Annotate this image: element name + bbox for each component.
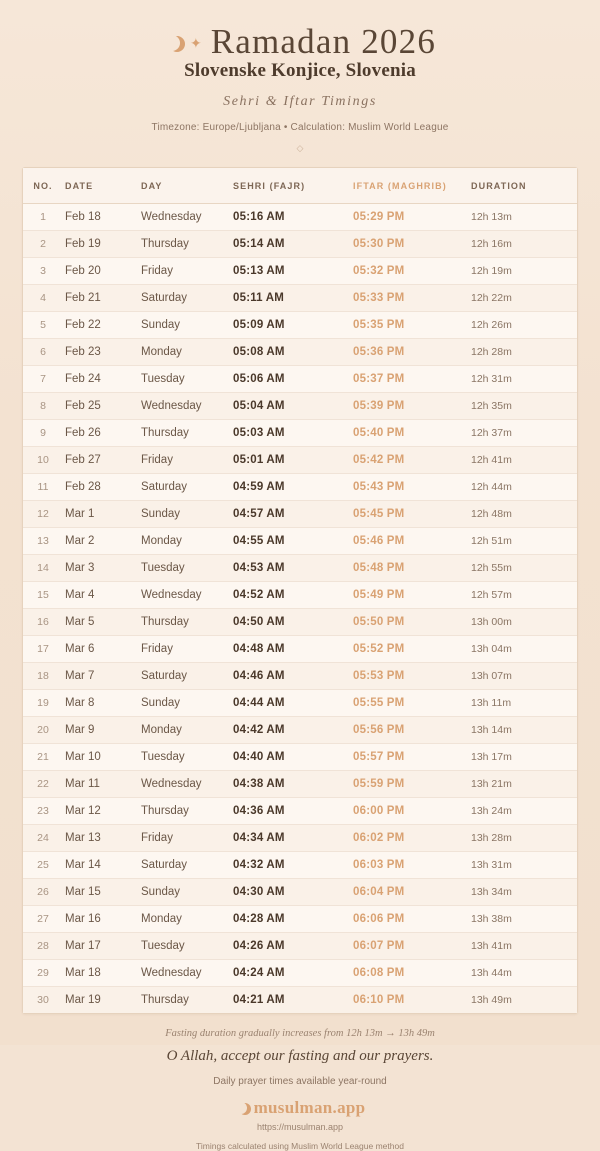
cell-day: Sunday [141, 690, 233, 717]
cell-sehri: 04:57 AM [233, 501, 353, 528]
cell-date: Mar 19 [65, 994, 101, 1006]
cell-day: Monday [141, 528, 233, 555]
cell-no: 12 [23, 501, 63, 528]
cell-day: Friday [141, 447, 233, 474]
table-row [23, 906, 577, 933]
cell-no: 16 [23, 609, 63, 636]
cell-day: Saturday [141, 285, 233, 312]
cell-no: 23 [23, 798, 63, 825]
cell-day: Friday [141, 825, 233, 852]
cell-day: Thursday [141, 420, 233, 447]
cell-duration: 12h 48m [471, 501, 577, 528]
table-row [23, 879, 577, 906]
cell-duration: 13h 14m [471, 717, 577, 744]
cell-date: Mar 1 [63, 501, 141, 528]
cell-duration: 12h 37m [471, 420, 577, 447]
cell-no: 26 [23, 879, 63, 906]
cell-no: 28 [23, 933, 63, 960]
cell-duration: 13h 24m [471, 798, 577, 825]
brand-name[interactable]: musulman.app [253, 1098, 366, 1117]
cell-day: Thursday [141, 231, 233, 258]
cell-no: 15 [23, 582, 63, 609]
cell-no: 7 [23, 366, 63, 393]
cell-date: Feb 23 [63, 339, 141, 366]
meta-info: Timezone: Europe/Ljubljana • Calculation: Muslim World League [151, 122, 449, 133]
cell-date: Mar 11 [63, 771, 141, 798]
cell-duration: 13h 17m [471, 744, 577, 771]
table-row [23, 285, 577, 312]
cell-day: Saturday [141, 474, 233, 501]
cell-day: Wednesday [141, 582, 233, 609]
cell-sehri: 05:11 AM [233, 285, 353, 312]
cell-iftar: 05:30 PM [353, 231, 471, 258]
cell-duration: 12h 31m [471, 366, 577, 393]
cell-date: Feb 24 [63, 366, 141, 393]
cell-day: Monday [141, 339, 233, 366]
cell-date: Feb 20 [63, 258, 141, 285]
table-row [23, 474, 577, 501]
cell-sehri: 04:36 AM [233, 798, 353, 825]
cell-no: 1 [23, 204, 63, 231]
cell-iftar: 06:10 PM [353, 994, 405, 1006]
cell-no: 6 [23, 339, 63, 366]
cell-sehri: 05:06 AM [233, 366, 353, 393]
cell-day: Saturday [141, 663, 233, 690]
table-row [23, 393, 577, 420]
cell-iftar: 05:29 PM [353, 204, 471, 231]
cell-sehri: 04:30 AM [233, 879, 353, 906]
cell-date: Feb 19 [63, 231, 141, 258]
cell-date: Mar 16 [63, 906, 141, 933]
cell-sehri: 05:01 AM [233, 447, 353, 474]
cell-no: 4 [23, 285, 63, 312]
cell-iftar: 05:32 PM [353, 258, 471, 285]
table-row [23, 663, 577, 690]
table-row [23, 582, 577, 609]
cell-duration: 12h 57m [471, 582, 577, 609]
cell-sehri: 04:50 AM [233, 609, 353, 636]
timings-table-card [22, 167, 578, 1014]
table-header [23, 168, 577, 204]
cell-iftar: 05:43 PM [353, 474, 471, 501]
cell-no: 21 [23, 744, 63, 771]
table-row [23, 744, 577, 771]
table-row [23, 825, 577, 852]
cell-sehri: 05:16 AM [233, 204, 353, 231]
cell-duration: 12h 28m [471, 339, 577, 366]
cell-sehri: 04:26 AM [233, 933, 353, 960]
cell-no: 30 [37, 994, 49, 1006]
cell-duration: 12h 41m [471, 447, 577, 474]
cell-date: Mar 12 [63, 798, 141, 825]
cell-sehri: 05:13 AM [233, 258, 353, 285]
cell-sehri: 05:08 AM [233, 339, 353, 366]
cell-no: 17 [23, 636, 63, 663]
cell-day: Wednesday [141, 771, 233, 798]
cell-no: 9 [23, 420, 63, 447]
duration-note: Fasting duration gradually increases from 12h 13m → 13h 49m [165, 1028, 435, 1039]
crescent-moon-icon [235, 1102, 248, 1115]
cell-duration: 13h 21m [471, 771, 577, 798]
cell-day: Wednesday [141, 204, 233, 231]
cell-no: 8 [23, 393, 63, 420]
section-label: Sehri & Iftar Timings [223, 94, 377, 109]
cell-sehri: 04:21 AM [233, 994, 285, 1006]
cell-iftar: 05:45 PM [353, 501, 471, 528]
cell-day: Saturday [141, 852, 233, 879]
cell-iftar: 05:49 PM [353, 582, 471, 609]
cell-iftar: 05:40 PM [353, 420, 471, 447]
cell-duration: 12h 44m [471, 474, 577, 501]
cell-sehri: 04:38 AM [233, 771, 353, 798]
cell-duration: 12h 16m [471, 231, 577, 258]
cell-sehri: 04:59 AM [233, 474, 353, 501]
cell-iftar: 05:39 PM [353, 393, 471, 420]
cell-day: Thursday [141, 609, 233, 636]
cell-iftar: 05:48 PM [353, 555, 471, 582]
cell-date: Mar 17 [63, 933, 141, 960]
cell-iftar: 05:57 PM [353, 744, 471, 771]
cell-day: Monday [141, 717, 233, 744]
cell-duration: 13h 00m [471, 609, 577, 636]
cell-sehri: 04:24 AM [233, 960, 353, 987]
table-body [23, 204, 577, 1014]
cell-iftar: 06:00 PM [353, 798, 471, 825]
cell-sehri: 04:34 AM [233, 825, 353, 852]
cell-date: Feb 26 [63, 420, 141, 447]
cell-no: 27 [23, 906, 63, 933]
cell-date: Feb 25 [63, 393, 141, 420]
cell-date: Mar 18 [63, 960, 141, 987]
cell-day: Friday [141, 636, 233, 663]
timings-table [23, 168, 577, 1013]
cell-date: Mar 10 [63, 744, 141, 771]
cell-day: Wednesday [141, 960, 233, 987]
cell-sehri: 04:28 AM [233, 906, 353, 933]
cell-day: Sunday [141, 501, 233, 528]
cell-iftar: 05:37 PM [353, 366, 471, 393]
cell-no: 29 [23, 960, 63, 987]
cell-day: Thursday [141, 994, 189, 1006]
table-row [23, 771, 577, 798]
cell-day: Wednesday [141, 393, 233, 420]
cell-iftar: 05:46 PM [353, 528, 471, 555]
table-row [23, 609, 577, 636]
cell-iftar: 06:04 PM [353, 879, 471, 906]
table-row [23, 204, 577, 231]
cell-duration: 13h 49m [471, 994, 512, 1006]
cell-date: Feb 18 [63, 204, 141, 231]
cell-iftar: 05:42 PM [353, 447, 471, 474]
location-subtitle: Slovenske Konjice, Slovenia [184, 60, 416, 81]
brand-url[interactable]: https://musulman.app [256, 1122, 344, 1132]
table-row [23, 690, 577, 717]
cell-date: Mar 4 [63, 582, 141, 609]
cell-sehri: 04:46 AM [233, 663, 353, 690]
cell-iftar: 06:07 PM [353, 933, 471, 960]
cell-duration: 13h 07m [471, 663, 577, 690]
cell-date: Feb 28 [63, 474, 141, 501]
cell-iftar: 06:03 PM [353, 852, 471, 879]
column-header-day: DAY [141, 168, 233, 204]
column-header-sehri: SEHRI (FAJR) [233, 168, 353, 204]
cell-sehri: 04:53 AM [233, 555, 353, 582]
cell-no: 10 [23, 447, 63, 474]
cell-date: Mar 13 [63, 825, 141, 852]
cell-iftar: 05:36 PM [353, 339, 471, 366]
cell-iftar: 05:59 PM [353, 771, 471, 798]
cell-no: 14 [23, 555, 63, 582]
dua-text: O Allah, accept our fasting and our prayers. [166, 1048, 434, 1064]
cell-date: Mar 2 [63, 528, 141, 555]
cell-sehri: 05:03 AM [233, 420, 353, 447]
cell-day: Monday [141, 906, 233, 933]
cell-duration: 12h 51m [471, 528, 577, 555]
cell-no: 5 [23, 312, 63, 339]
cell-sehri: 05:09 AM [233, 312, 353, 339]
diamond-ornament-icon: ◇ [296, 143, 304, 153]
column-header-duration: DURATION [471, 168, 577, 204]
cell-day: Thursday [141, 798, 233, 825]
cell-duration: 12h 22m [471, 285, 577, 312]
cell-date: Mar 14 [63, 852, 141, 879]
cell-sehri: 04:40 AM [233, 744, 353, 771]
table-row [23, 447, 577, 474]
cell-no: 25 [23, 852, 63, 879]
cell-date: Mar 3 [63, 555, 141, 582]
table-row [23, 231, 577, 258]
cell-duration: 13h 31m [471, 852, 577, 879]
crescent-moon-icon [164, 35, 181, 52]
cell-day: Friday [141, 258, 233, 285]
cell-iftar: 06:02 PM [353, 825, 471, 852]
cell-date: Mar 15 [63, 879, 141, 906]
cell-day: Tuesday [141, 933, 233, 960]
cell-sehri: 04:32 AM [233, 852, 353, 879]
cell-duration: 12h 19m [471, 258, 577, 285]
table-row [23, 852, 577, 879]
cell-day: Sunday [141, 312, 233, 339]
cell-no: 13 [23, 528, 63, 555]
cell-date: Mar 9 [63, 717, 141, 744]
table-row [23, 339, 577, 366]
cell-no: 20 [23, 717, 63, 744]
page-footer [22, 1014, 578, 1151]
cell-duration: 13h 11m [471, 690, 577, 717]
calculation-note: Timings calculated using Muslim World League method [196, 1141, 404, 1151]
table-row [23, 258, 577, 285]
table-row [23, 717, 577, 744]
column-header-iftar: IFTAR (MAGHRIB) [353, 168, 471, 204]
cell-iftar: 05:35 PM [353, 312, 471, 339]
column-header-date: DATE [63, 168, 141, 204]
cell-day: Tuesday [141, 366, 233, 393]
cell-duration: 13h 41m [471, 933, 577, 960]
table-row [23, 636, 577, 663]
cell-date: Feb 27 [63, 447, 141, 474]
cell-date: Mar 6 [63, 636, 141, 663]
cell-date: Mar 7 [63, 663, 141, 690]
cell-iftar: 06:08 PM [353, 960, 471, 987]
cell-iftar: 05:56 PM [353, 717, 471, 744]
cell-no: 22 [23, 771, 63, 798]
cell-sehri: 04:52 AM [233, 582, 353, 609]
cell-no: 3 [23, 258, 63, 285]
cell-duration: 13h 44m [471, 960, 577, 987]
cell-no: 2 [23, 231, 63, 258]
cell-day: Tuesday [141, 744, 233, 771]
table-row [23, 933, 577, 960]
page-title: Ramadan 2026 [210, 22, 437, 61]
cell-duration: 13h 34m [471, 879, 577, 906]
cell-iftar: 05:33 PM [353, 285, 471, 312]
table-row [23, 528, 577, 555]
cell-duration: 12h 13m [471, 204, 577, 231]
cell-duration: 13h 28m [471, 825, 577, 852]
table-row [23, 366, 577, 393]
cell-day: Sunday [141, 879, 233, 906]
page-header [22, 0, 578, 154]
table-row [23, 960, 577, 987]
cell-iftar: 05:55 PM [353, 690, 471, 717]
cell-duration: 12h 55m [471, 555, 577, 582]
cell-date: Feb 22 [63, 312, 141, 339]
star-icon: ✦ [189, 35, 202, 51]
cell-no: 24 [23, 825, 63, 852]
cell-duration: 13h 04m [471, 636, 577, 663]
table-row [23, 312, 577, 339]
cell-iftar: 06:06 PM [353, 906, 471, 933]
cell-iftar: 05:53 PM [353, 663, 471, 690]
cell-no: 18 [23, 663, 63, 690]
table-row [23, 555, 577, 582]
availability-note: Daily prayer times available year-round [213, 1076, 387, 1087]
brand-row[interactable] [22, 1098, 578, 1118]
column-header-no: NO. [23, 168, 63, 204]
cell-duration: 13h 38m [471, 906, 577, 933]
cell-iftar: 05:52 PM [353, 636, 471, 663]
cell-date: Mar 8 [63, 690, 141, 717]
cell-day: Tuesday [141, 555, 233, 582]
table-header-row [23, 168, 577, 204]
cell-iftar: 05:50 PM [353, 609, 471, 636]
cell-duration: 12h 35m [471, 393, 577, 420]
table-row [23, 798, 577, 825]
cell-sehri: 05:14 AM [233, 231, 353, 258]
table-row [23, 420, 577, 447]
cell-sehri: 04:44 AM [233, 690, 353, 717]
table-row [23, 501, 577, 528]
title-row [22, 22, 578, 62]
cell-no: 19 [23, 690, 63, 717]
cell-date: Mar 5 [63, 609, 141, 636]
cell-sehri: 04:48 AM [233, 636, 353, 663]
cell-duration: 12h 26m [471, 312, 577, 339]
table-row [23, 987, 577, 1014]
cell-sehri: 05:04 AM [233, 393, 353, 420]
cell-date: Feb 21 [63, 285, 141, 312]
cell-no: 11 [23, 474, 63, 501]
cell-sehri: 04:55 AM [233, 528, 353, 555]
cell-sehri: 04:42 AM [233, 717, 353, 744]
